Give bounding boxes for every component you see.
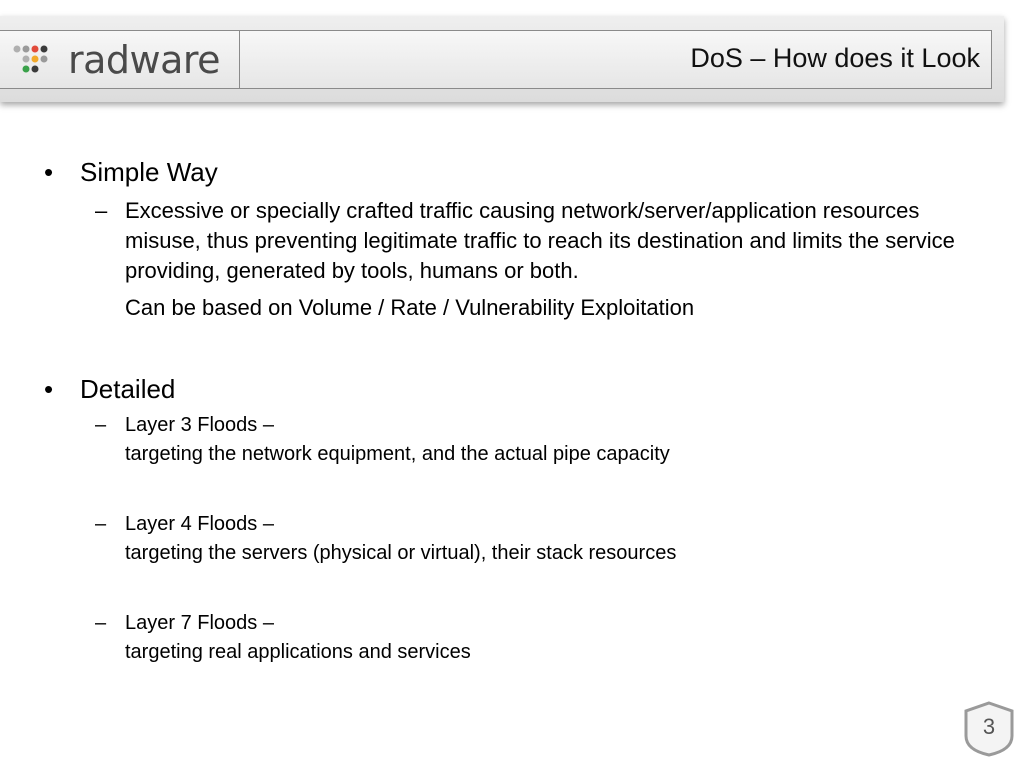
sub-item-title: Layer 7 Floods – — [125, 612, 274, 634]
sub-item-desc: targeting the servers (physical or virtual), their stack resources — [125, 542, 677, 564]
sub-item-text: Excessive or specially crafted traffic causing network/server/application resources misuse, thus preventing legitimate traffic to reach its destination and limits the service providing, generated by tools, humans or both. — [125, 198, 955, 283]
dash-mark: – — [95, 414, 107, 436]
page-number: 3 — [982, 714, 996, 739]
sub-item-extra-text: Can be based on Volume / Rate / Vulnerability Exploitation — [125, 295, 695, 320]
sub-item-title: Layer 4 Floods – — [125, 513, 274, 535]
radware-dots-icon — [12, 42, 62, 78]
bullet-mark: • — [44, 374, 54, 404]
bullet-mark: • — [44, 157, 54, 187]
dash-mark: – — [95, 612, 107, 634]
page-number-badge — [962, 700, 1016, 758]
sub-item-desc: targeting real applications and services — [125, 641, 471, 663]
slide-title: DoS – How does it Look — [690, 43, 980, 73]
bullet-label: Simple Way — [80, 157, 218, 187]
dash-mark: – — [95, 198, 108, 223]
sub-item-title: Layer 3 Floods – — [125, 414, 274, 436]
logo-text: radware — [68, 38, 221, 82]
dash-mark: – — [95, 513, 107, 535]
sub-item-desc: targeting the network equipment, and the actual pipe capacity — [125, 443, 670, 465]
logo — [0, 30, 240, 89]
bullet-label: Detailed — [80, 374, 176, 404]
